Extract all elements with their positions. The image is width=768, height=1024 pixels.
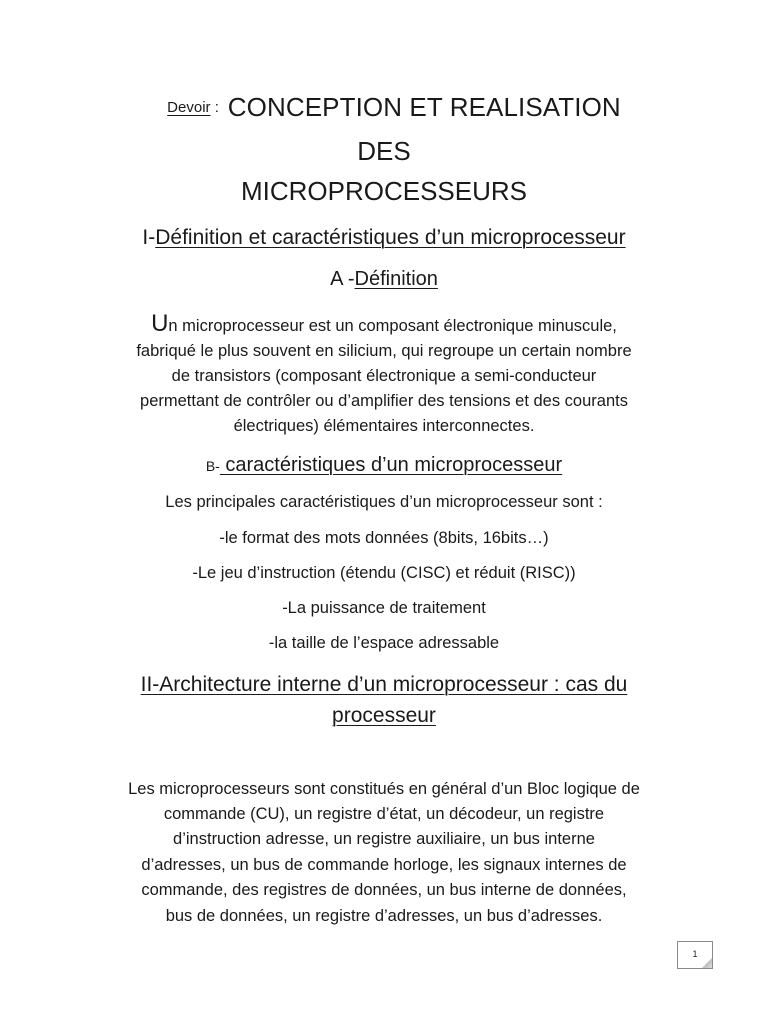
subsection-a-prefix: A - [330, 268, 355, 290]
page-number: 1 [692, 949, 698, 959]
architecture-line-3: d’instruction adresse, un registre auxiliaire, un bus interne [173, 830, 595, 848]
section1-title: Définition et caractéristiques d’un microprocesseur [155, 226, 626, 249]
subsection-b-title: caractéristiques d’un microprocesseur [219, 454, 563, 476]
section1-prefix: I- [142, 226, 156, 249]
definition-line-2: fabriqué le plus souvent en silicium, qui regroupe un certain nombre [136, 342, 632, 360]
document-title-line3: MICROPROCESSEURS [240, 176, 528, 206]
characteristic-item: -la taille de l’espace adressable [268, 634, 500, 652]
architecture-line-2: commande (CU), un registre d’état, un décodeur, un registre [163, 805, 605, 823]
document-title-main: CONCEPTION ET REALISATION [227, 92, 621, 122]
definition-line-4: permettant de contrôler ou d’amplifier des tensions et des courants [140, 392, 628, 410]
subsection-b-prefix: B- [205, 458, 220, 474]
document-title-line1 [0, 92, 768, 123]
devoir-colon: : [210, 99, 219, 116]
section2-heading-line2: processeur [332, 704, 436, 727]
subsection-b-heading [0, 454, 768, 477]
architecture-line-5: commande, des registres de données, un bus interne de données, [141, 881, 627, 899]
devoir-label: Devoir [167, 99, 211, 116]
drop-cap: U [151, 310, 169, 337]
characteristic-item: -le format des mots données (8bits, 16bits…) [219, 529, 549, 547]
definition-line-3: de transistors (composant électronique a semi-conducteur [171, 367, 597, 385]
characteristics-intro: Les principales caractéristiques d’un microprocesseur sont : [165, 493, 603, 511]
section2-heading-line1: II-Architecture interne d’un microprocesseur : cas du [140, 673, 628, 696]
characteristic-item: -La puissance de traitement [282, 599, 486, 617]
architecture-line-1: Les microprocesseurs sont constitués en général d’un Bloc logique de [128, 780, 640, 798]
page-corner-fold-icon [702, 958, 712, 968]
architecture-line-6: bus de données, un registre d’adresses, un bus d’adresses. [165, 907, 603, 925]
definition-line-5: électriques) élémentaires interconnectes. [233, 417, 535, 435]
section1-heading [0, 226, 768, 250]
subsection-a-heading [0, 268, 768, 291]
definition-line-1 [0, 311, 768, 339]
document-title-line2: DES [357, 136, 411, 166]
architecture-line-4: d’adresses, un bus de commande horloge, les signaux internes de [141, 856, 627, 874]
characteristic-item: -Le jeu d’instruction (étendu (CISC) et réduit (RISC)) [192, 564, 576, 582]
subsection-a-title: Définition [354, 268, 438, 290]
definition-text-1: n microprocesseur est un composant électronique minuscule, [168, 317, 617, 335]
